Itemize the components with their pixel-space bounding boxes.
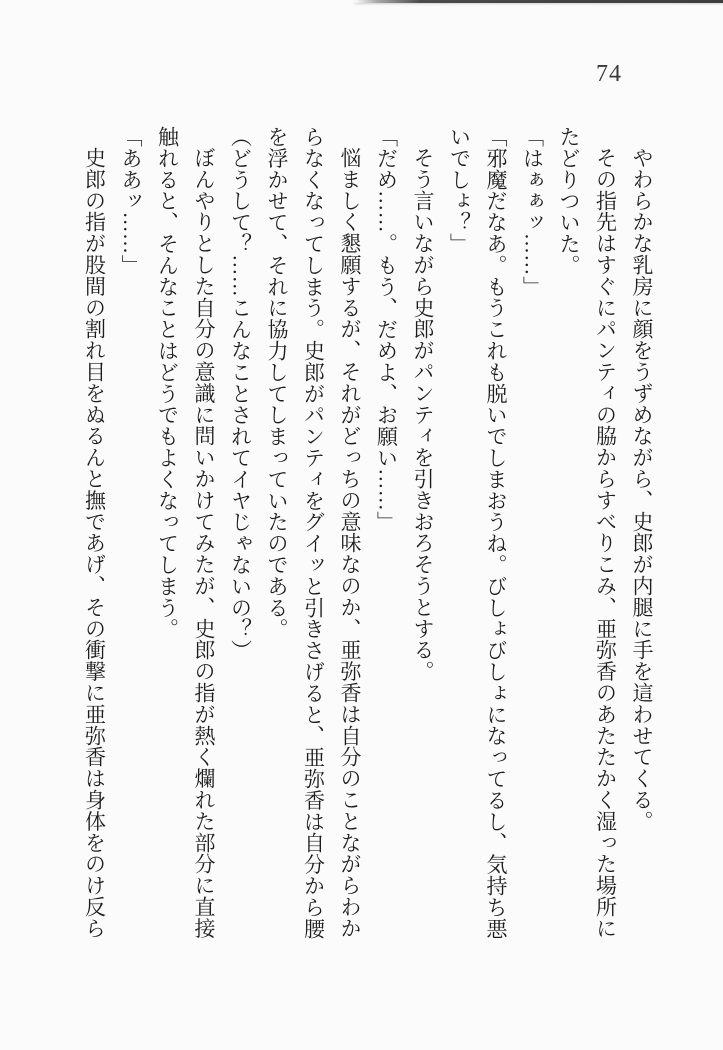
paragraph: 「邪魔だなあ。もうこれも脱いでしまおうね。びしょびしょになってるし、気持ち悪いでしょ？」 [447, 126, 508, 940]
paragraph: （どうして？……こんなことされてイヤじゃないの？） [228, 126, 253, 661]
paragraph: その指先はすぐにパンティの脇からすべりこみ、亜弥香のあたたかく湿った場所にたどりついた。 [557, 126, 618, 939]
paragraph: 「だめ……。もう、だめよ、お願い……」 [374, 126, 399, 533]
scan-edge-artifact [355, 0, 723, 3]
page-number: 74 [596, 61, 622, 87]
paragraph: 史郎の指が股間の割れ目をぬるんと撫であげ、その衝撃に亜弥香は身体をのけ反ら [82, 147, 107, 939]
paragraph: 悩ましく懇願するが、それがどっちの意味なのか、亜弥香は自分のことながらわからなくなってしまう。史郎がパンティをグイッと引きさげると、亜弥香は自分から腰を浮かせて、それに協力してしまっていたのである。 [265, 126, 362, 940]
text-block [76, 126, 660, 944]
paragraph: 「ああッ……」 [119, 126, 143, 276]
paragraph: ぼんやりとした自分の意識に問いかけてみたが、史郎の指が熱く爛れた部分に直接触れると、そんなことはどうでもよくなってしまう。 [155, 126, 216, 939]
paragraph: やわらかな乳房に顔をうずめながら、史郎が内腿に手を這わせてくる。 [630, 147, 654, 832]
paragraph: 「はぁぁッ……」 [520, 126, 545, 298]
paragraph: そう言いながら史郎がパンティを引きおろそうとする。 [411, 147, 435, 682]
